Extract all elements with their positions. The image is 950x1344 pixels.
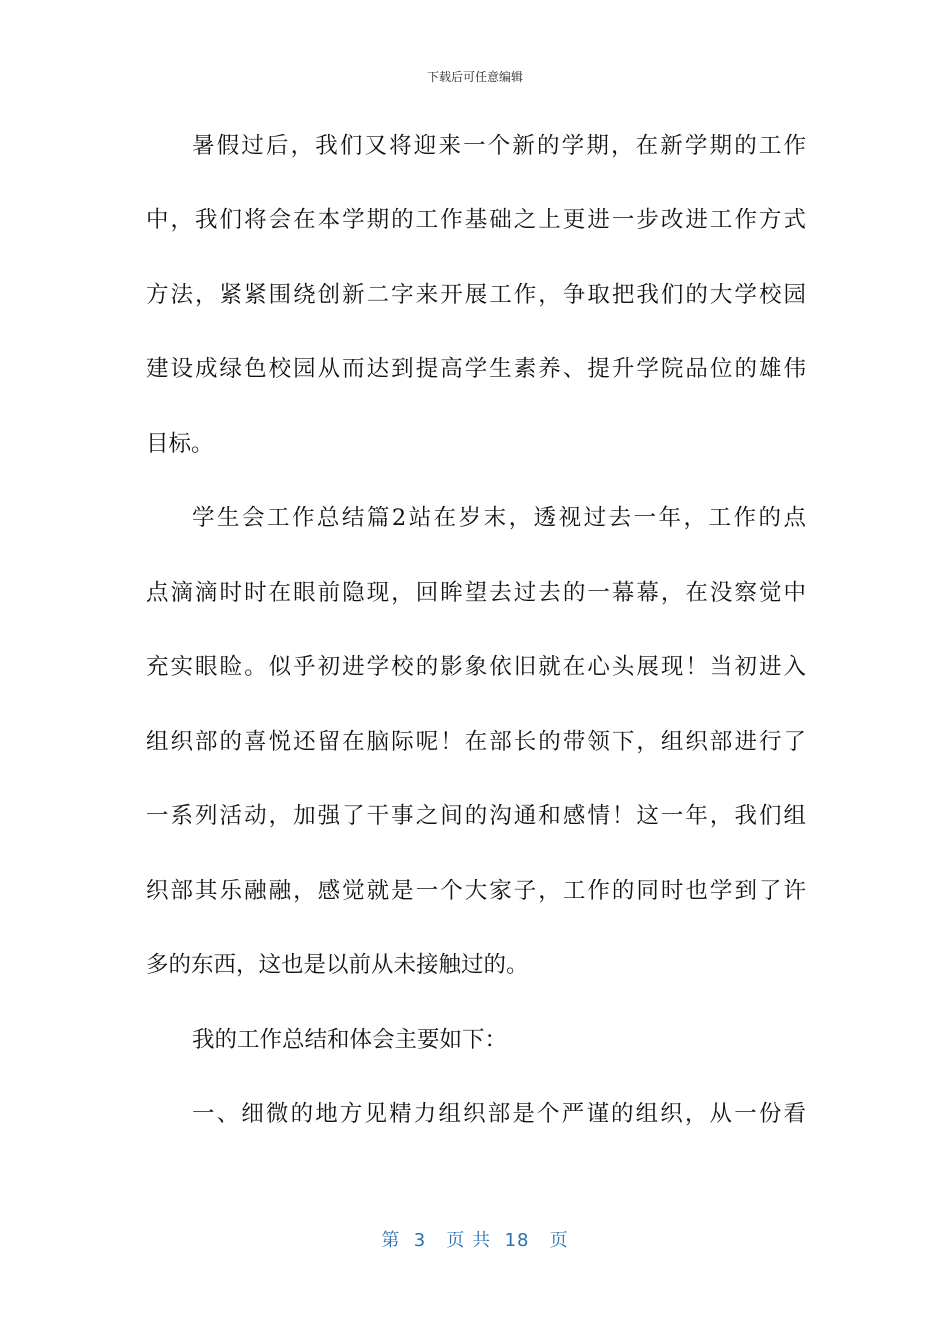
paragraph-2-line-4: 组织部的喜悦还留在脑际呢！在部长的带领下，组织部进行了 [146,729,806,755]
header-note: 下载后可任意编辑 [426,70,523,84]
paragraph-1-line-5: 目标。 [146,431,214,457]
page-number-footer: 第 3 页 共 18 页 [381,1230,569,1251]
paragraph-2-line-7: 多的东西，这也是以前从未接触过的。 [146,952,529,978]
paragraph-1-line-3: 方法，紧紧围绕创新二字来开展工作，争取把我们的大学校园 [146,282,806,308]
paragraph-2-line-6: 织部其乐融融，感觉就是一个大家子，工作的同时也学到了许 [146,878,806,904]
paragraph-2-line-2: 点滴滴时时在眼前隐现，回眸望去过去的一幕幕，在没察觉中 [146,580,806,606]
paragraph-2-line-3: 充实眼睑。似乎初进学校的影象依旧就在心头展现！当初进入 [146,654,806,680]
paragraph-2-line-1: 学生会工作总结篇2站在岁末，透视过去一年，工作的点 [192,505,806,531]
paragraph-4-line-1: 一、细微的地方见精力组织部是个严谨的组织，从一份看 [192,1101,806,1127]
paragraph-1-line-4: 建设成绿色校园从而达到提高学生素养、提升学院品位的雄伟 [146,356,806,382]
paragraph-1-line-2: 中，我们将会在本学期的工作基础之上更进一步改进工作方式 [146,207,806,233]
paragraph-1-line-1: 暑假过后，我们又将迎来一个新的学期，在新学期的工作 [192,133,806,159]
paragraph-3-line-1: 我的工作总结和体会主要如下： [192,1027,508,1053]
paragraph-2-line-5: 一系列活动，加强了干事之间的沟通和感情！这一年，我们组 [146,803,806,829]
